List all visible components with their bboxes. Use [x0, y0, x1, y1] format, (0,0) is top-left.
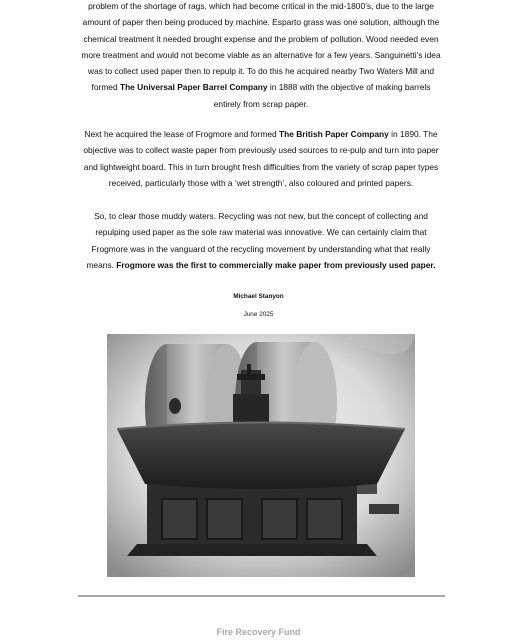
- company-name-bold: The Universal Paper Barrel Company: [119, 82, 268, 93]
- text-line: was to collect used paper then to repulp it. To do this he acquired nearby Two Waters Mill and: [87, 66, 435, 77]
- company-name-bold: The British Paper Company: [279, 129, 389, 139]
- text-line: problem of the shortage of rags, which had become critical in the mid-1800’s, due to the large: [88, 1, 434, 11]
- paragraph-british-paper-company: [78, 126, 444, 191]
- text-line: So, to clear those muddy waters. Recycling was not new, but the concept of collecting and: [94, 211, 428, 221]
- text-line: amount of paper then being produced by machine. Esparto grass was one solution, although the: [82, 17, 440, 28]
- text-line: repulping used paper as the sole raw material was innovative. We can certainly claim that: [95, 227, 427, 238]
- text-line: Next he acquired the lease of Frogmore and formed: [84, 129, 279, 139]
- text-line: and lightweight board. This in turn brought fresh difficulties from the variety of scrap paper types: [83, 161, 439, 172]
- text-line: objective was to collect waste paper from previously used sources to re-pulp and turn into paper: [83, 145, 439, 156]
- footer-title: Fire Recovery Fund: [216, 627, 301, 637]
- text-line: means.: [86, 259, 117, 270]
- text-line: chemical treatment it needed brought expense and the problem of pollution. Wood needed even: [83, 33, 439, 44]
- text-line: more treatment and would not become viable as an alternative for a few years. Sanguinetti’s idea: [81, 49, 441, 60]
- text-line: formed: [91, 82, 120, 93]
- text-line: in 1888 with the objective of making barrels: [267, 82, 431, 93]
- text-line: received, particularly those with a ‘wet strength’, also coloured and printed papers.: [108, 177, 414, 188]
- footer-divider: [78, 595, 445, 597]
- author-name: Michael Stanyon: [233, 293, 284, 300]
- text-line: Frogmore was in the vanguard of the recycling movement by understanding what that really: [91, 243, 431, 254]
- text-line: entirely from scrap paper.: [213, 98, 309, 109]
- conclusion-bold-statement: Frogmore was the first to commercially make paper from previously used paper.: [116, 259, 436, 270]
- publication-date: June 2025: [243, 311, 274, 318]
- paragraph-conclusion: [78, 208, 444, 273]
- paragraph-intro: [78, 0, 444, 112]
- text-line: in 1890. The: [388, 129, 438, 139]
- edge-runner-mill-photo: [107, 334, 415, 577]
